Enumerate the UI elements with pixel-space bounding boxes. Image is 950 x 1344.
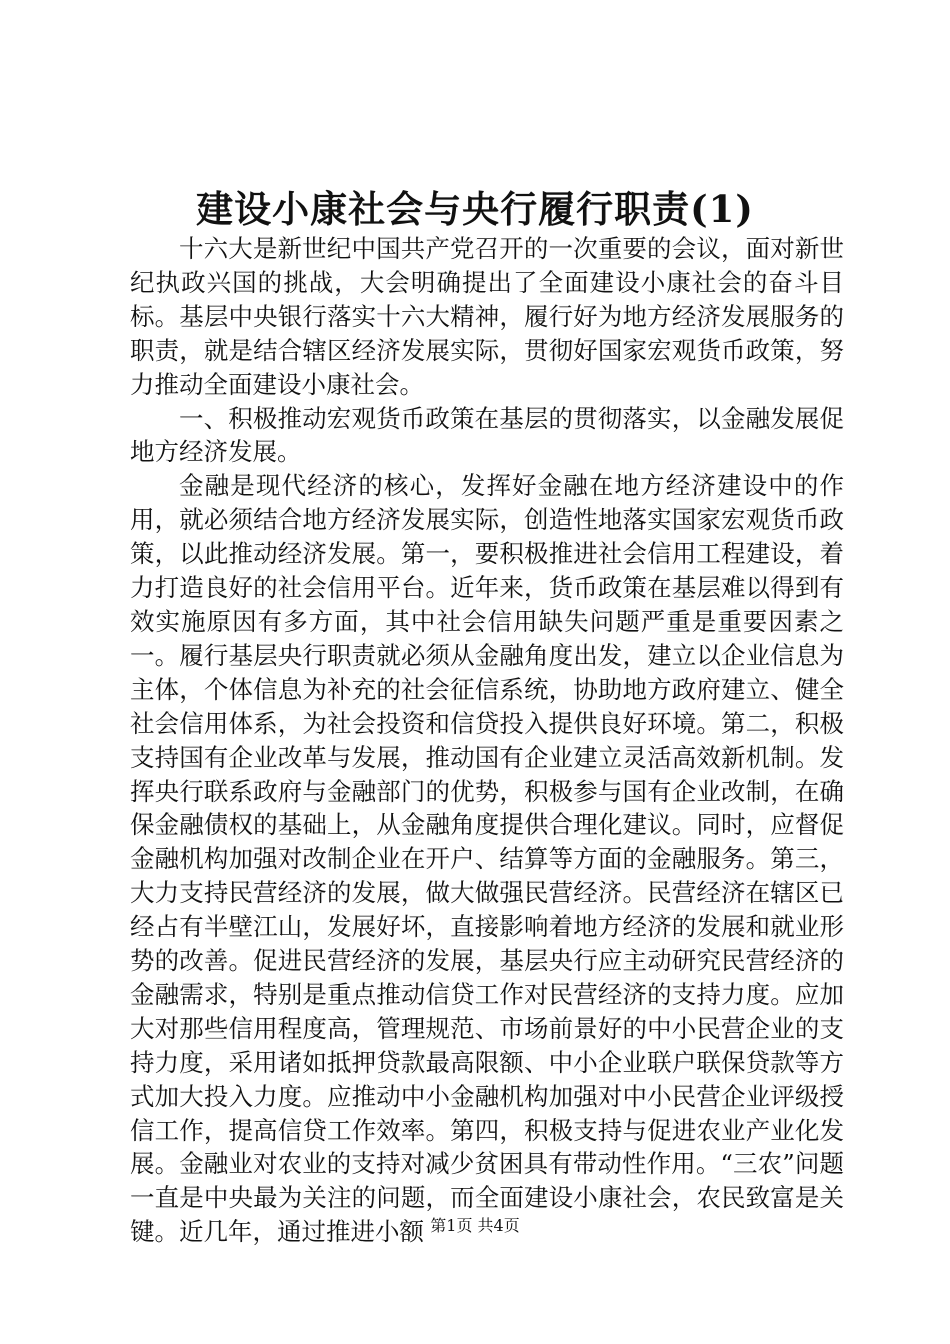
section-heading: 一、积极推动宏观货币政策在基层的贯彻落实，以金融发展促地方经济发展。 <box>130 403 844 467</box>
document-body <box>130 232 844 1249</box>
page-footer: 第1页 共4页 <box>430 1216 520 1235</box>
paragraph: 金融是现代经济的核心，发挥好金融在地方经济建设中的作用，就必须结合地方经济发展实际，创造性地落实国家宏观货币政策，以此推动经济发展。第一，要积极推进社会信用工程建设，着力打造良好的社会信用平台。近年来，货币政策在基层难以得到有效实施原因有多方面，其中社会信用缺失问题严重是重要因素之一。履行基层央行职责就必须从金融角度出发，建立以企业信息为主体，个体信息为补充的社会征信系统，协助地方政府建立、健全社会信用体系，为社会投资和信贷投入提供良好环境。第二，积极支持国有企业改革与发展，推动国有企业建立灵活高效新机制。发挥央行联系政府与金融部门的优势，积极参与国有企业改制，在确保金融债权的基础上，从金融角度提供合理化建议。同时，应督促金融机构加强对改制企业在开户、结算等方面的金融服务。第三，大力支持民营经济的发展，做大做强民营经济。民营经济在辖区已经占有半壁江山，发展好坏，直接影响着地方经济的发展和就业形势的改善。促进民营经济的发展，基层央行应主动研究民营经济的金融需求，特别是重点推动信贷工作对民营经济的支持力度。应加大对那些信用程度高，管理规范、市场前景好的中小民营企业的支持力度，采用诸如抵押贷款最高限额、中小企业联户联保贷款等方式加大投入力度。应推动中小金融机构加强对中小民营企业评级授信工作，提高信贷工作效率。第四，积极支持与促进农业产业化发展。金融业对农业的支持对减少贫困具有带动性作用。“三农”问题一直是中央最为关注的问题，而全面建设小康社会，农民致富是关键。近几年，通过推进小额 <box>130 471 844 1247</box>
document-title: 建设小康社会与央行履行职责(1) <box>196 187 754 231</box>
paragraph: 十六大是新世纪中国共产党召开的一次重要的会议，面对新世纪执政兴国的挑战，大会明确提出了全面建设小康社会的奋斗目标。基层中央银行落实十六大精神，履行好为地方经济发展服务的职责，就是结合辖区经济发展实际，贯彻好国家宏观货币政策，努力推动全面建设小康社会。 <box>130 234 844 399</box>
